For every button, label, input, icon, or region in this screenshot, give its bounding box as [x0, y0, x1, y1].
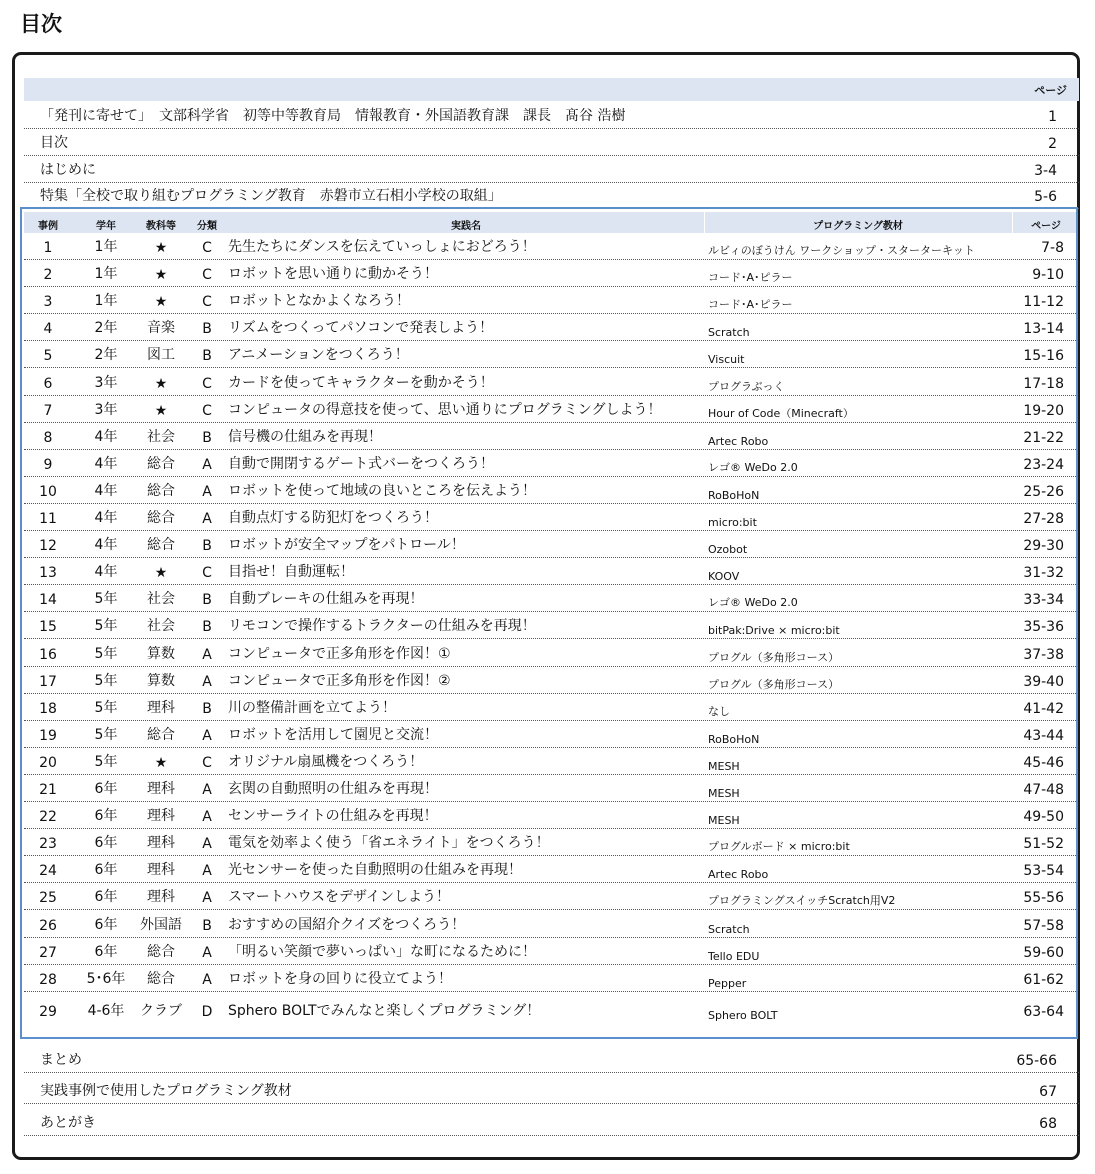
toc-row-label: 特集「全校で取り組むプログラミング教育 赤磐市立石相小学校の取組」 — [40, 188, 502, 204]
example-grade: 4年 — [94, 455, 118, 472]
example-row — [24, 369, 1076, 396]
example-row — [24, 585, 1076, 612]
example-title: 「明るい笑顔で夢いっぱい」な町になるために！ — [228, 943, 536, 960]
example-title: 自動点灯する防犯灯をつくろう！ — [228, 510, 438, 526]
example-page: 49-50 — [1023, 809, 1064, 826]
example-title: ロボットが安全マップをパトロール！ — [228, 537, 465, 554]
example-title: 電気を効率よく使う「省エネライト」をつくろう！ — [228, 835, 550, 852]
example-grade: 4年 — [94, 482, 118, 499]
dotted-leader — [24, 1135, 1079, 1136]
example-material: プログルボード × micro:bit — [708, 840, 850, 854]
example-grade: 1年 — [94, 239, 118, 255]
example-material: プログル（多角形コース） — [708, 650, 840, 664]
example-title: ロボットとなかよくなろう！ — [228, 293, 410, 310]
example-title: 玄関の自動照明の仕組みを再現！ — [228, 781, 438, 797]
example-number: 20 — [39, 754, 57, 771]
example-number: 12 — [39, 538, 57, 555]
example-category: A — [202, 483, 212, 500]
example-page: 59-60 — [1023, 944, 1064, 961]
example-page: 15-16 — [1023, 348, 1064, 365]
example-grade: 6年 — [94, 808, 118, 825]
example-row — [24, 341, 1076, 368]
example-grade: 6年 — [94, 781, 118, 797]
example-number: 24 — [39, 863, 57, 880]
example-title: リモコンで操作するトラクターの仕組みを再現！ — [228, 618, 536, 635]
example-row — [24, 775, 1076, 802]
example-category: C — [202, 375, 212, 392]
example-grade: 4年 — [94, 510, 118, 526]
toc-row-label: 目次 — [40, 135, 68, 151]
page-column-header — [24, 78, 1079, 101]
example-grade: 5年 — [94, 672, 118, 689]
example-material: Scratch — [708, 922, 750, 936]
example-subject: 理科 — [147, 889, 175, 906]
example-material: Tello EDU — [708, 949, 760, 963]
example-category: B — [202, 700, 212, 717]
example-title: アニメーションをつくろう！ — [228, 347, 409, 364]
col-grade: 学年 — [96, 221, 116, 232]
example-row — [24, 802, 1076, 829]
example-grade: 4年 — [94, 537, 118, 554]
example-page: 7-8 — [1041, 240, 1064, 256]
example-grade: 1年 — [94, 266, 118, 283]
example-number: 18 — [39, 700, 57, 717]
example-page: 43-44 — [1023, 727, 1064, 744]
example-subject: ★ — [154, 375, 168, 392]
example-row — [24, 314, 1076, 341]
toc-row-label: はじめに — [40, 162, 96, 178]
example-row — [24, 829, 1076, 856]
toc-row — [24, 157, 1079, 183]
toc-row — [24, 130, 1079, 156]
example-page: 33-34 — [1023, 592, 1064, 609]
example-title: ロボットを活用して園児と交流！ — [228, 726, 438, 743]
example-title: 光センサーを使った自動照明の仕組みを再現！ — [228, 862, 522, 879]
example-category: B — [202, 429, 212, 446]
col-subject: 教科等 — [146, 221, 176, 232]
example-grade: 2年 — [94, 320, 118, 337]
example-title: オリジナル扇風機をつくろう！ — [228, 753, 424, 770]
example-number: 4 — [43, 321, 53, 338]
example-page: 19-20 — [1023, 402, 1064, 419]
example-number: 29 — [39, 1003, 57, 1020]
example-subject: 社会 — [147, 618, 175, 635]
example-category: B — [202, 619, 212, 636]
example-row — [24, 531, 1076, 558]
example-material: RoBoHoN — [708, 732, 760, 746]
example-page: 63-64 — [1023, 1003, 1064, 1020]
example-page: 41-42 — [1023, 700, 1064, 717]
example-grade: 5年 — [94, 645, 118, 662]
toc-row-label: 実践事例で使用したプログラミング教材 — [40, 1083, 292, 1099]
example-title: おすすめの国紹介クイズをつくろう！ — [228, 916, 466, 933]
example-material: Viscuit — [708, 353, 745, 367]
example-material: なし — [708, 704, 730, 718]
example-grade: 5年 — [94, 753, 118, 770]
example-category: C — [202, 565, 212, 582]
example-row — [24, 450, 1076, 477]
example-category: A — [202, 890, 212, 907]
toc-row — [24, 1074, 1079, 1104]
example-number: 25 — [39, 890, 57, 907]
example-category: A — [202, 673, 212, 690]
example-grade: 3年 — [94, 374, 118, 391]
example-number: 10 — [39, 483, 57, 500]
example-row — [24, 423, 1076, 450]
example-row — [24, 694, 1076, 721]
example-material: MESH — [708, 759, 740, 773]
example-page: 53-54 — [1023, 863, 1064, 880]
example-material: Scratch — [708, 326, 750, 340]
example-category: A — [202, 809, 212, 826]
example-grade: 4年 — [94, 428, 118, 445]
col-page: ページ — [1031, 221, 1061, 232]
dotted-leader — [24, 128, 1079, 129]
example-subject: 社会 — [147, 591, 175, 608]
example-category: C — [202, 240, 212, 256]
example-material: bitPak:Drive × micro:bit — [708, 624, 840, 638]
example-number: 11 — [39, 511, 57, 527]
example-category: A — [202, 971, 212, 988]
example-subject: ★ — [154, 267, 168, 284]
example-number: 9 — [43, 456, 53, 473]
example-material: Artec Robo — [708, 868, 769, 882]
example-page: 25-26 — [1023, 483, 1064, 500]
example-title: ロボットを使って地域の良いところを伝えよう！ — [228, 482, 536, 499]
example-subject: 総合 — [147, 537, 175, 554]
example-row — [24, 640, 1076, 667]
example-category: D — [201, 1003, 213, 1020]
example-category: A — [202, 511, 212, 527]
toc-row-page: 68 — [1039, 1116, 1057, 1132]
toc-row-label: あとがき — [40, 1115, 96, 1131]
example-title: リズムをつくってパソコンで発表しよう！ — [228, 320, 494, 337]
example-category: A — [202, 782, 212, 798]
toc-row-label: 「発刊に寄せて」 文部科学省 初等中等教育局 情報教育・外国語教育課 課長 髙谷 浩樹 — [40, 108, 626, 124]
example-row — [24, 612, 1076, 639]
example-title: 自動で開閉するゲート式バーをつくろう！ — [228, 455, 494, 472]
toc-row-page: 2 — [1048, 136, 1057, 152]
example-subject: 理科 — [147, 699, 175, 716]
example-title: コンピュータで正多角形を作図！① — [228, 645, 451, 662]
example-subject: 図工 — [147, 347, 175, 364]
example-category: C — [202, 294, 212, 311]
example-subject: 算数 — [147, 672, 175, 689]
example-material: Hour of Code（Minecraft） — [708, 406, 854, 420]
example-row — [24, 938, 1076, 965]
example-subject: 算数 — [147, 645, 175, 662]
example-title: ロボットを思い通りに動かそう！ — [228, 266, 438, 283]
example-title: 川の整備計画を立てよう！ — [228, 699, 396, 716]
example-grade: 6年 — [94, 916, 118, 933]
example-subject: 理科 — [147, 862, 175, 879]
toc-row-page: 65-66 — [1016, 1053, 1057, 1069]
example-category: A — [202, 863, 212, 880]
example-number: 17 — [39, 673, 57, 690]
example-subject: クラブ — [140, 1002, 182, 1019]
example-subject: 理科 — [147, 835, 175, 852]
example-page: 23-24 — [1023, 456, 1064, 473]
example-page: 51-52 — [1023, 836, 1064, 853]
example-subject: 総合 — [147, 510, 175, 526]
example-grade: 5年 — [94, 591, 118, 608]
example-grade: 4年 — [94, 564, 118, 581]
example-page: 57-58 — [1023, 917, 1064, 934]
col-material: プログラミング教材 — [813, 221, 903, 232]
example-category: B — [202, 917, 212, 934]
example-material: Pepper — [708, 976, 747, 990]
example-number: 16 — [39, 646, 57, 663]
example-grade: 6年 — [94, 943, 118, 960]
example-category: A — [202, 944, 212, 961]
example-page: 55-56 — [1023, 890, 1064, 907]
example-row — [24, 721, 1076, 748]
example-grade: 3年 — [94, 401, 118, 418]
example-page: 27-28 — [1023, 511, 1064, 527]
example-title: カードを使ってキャラクターを動かそう！ — [228, 374, 494, 391]
example-title: 自動ブレーキの仕組みを再現！ — [228, 591, 424, 608]
example-material: プログラぶっく — [708, 379, 785, 393]
example-material: MESH — [708, 814, 740, 828]
example-grade: 6年 — [94, 889, 118, 906]
toc-row — [24, 1043, 1079, 1073]
example-subject: 外国語 — [140, 916, 182, 933]
example-number: 1 — [43, 240, 53, 256]
example-page: 37-38 — [1023, 646, 1064, 663]
example-category: A — [202, 456, 212, 473]
example-number: 2 — [43, 267, 53, 284]
example-number: 3 — [43, 294, 53, 311]
example-page: 29-30 — [1023, 538, 1064, 555]
example-material: KOOV — [708, 570, 740, 584]
toc-row-page: 1 — [1048, 109, 1057, 125]
example-row — [24, 504, 1076, 531]
example-row — [24, 856, 1076, 883]
example-material: コード･A･ピラー — [708, 271, 793, 285]
example-subject: 総合 — [147, 726, 175, 743]
example-subject: 総合 — [147, 482, 175, 499]
example-grade: 6年 — [94, 835, 118, 852]
example-grade: 5年 — [94, 699, 118, 716]
example-subject: 総合 — [147, 943, 175, 960]
example-subject: ★ — [154, 294, 168, 311]
example-row — [24, 396, 1076, 423]
example-subject: 理科 — [147, 808, 175, 825]
example-subject: 社会 — [147, 428, 175, 445]
example-subject: ★ — [154, 565, 168, 582]
example-row — [24, 911, 1076, 938]
example-number: 26 — [39, 917, 57, 934]
page-title: 目次 — [20, 12, 62, 36]
example-category: A — [202, 836, 212, 853]
example-number: 19 — [39, 727, 57, 744]
toc-row-page: 5-6 — [1034, 189, 1057, 205]
example-page: 13-14 — [1023, 321, 1064, 338]
example-number: 6 — [43, 375, 53, 392]
toc-row-page: 67 — [1039, 1084, 1057, 1100]
example-grade: 1年 — [94, 293, 118, 310]
toc-row-page: 3-4 — [1034, 163, 1057, 179]
example-subject: 理科 — [147, 781, 175, 797]
example-number: 28 — [39, 971, 57, 988]
example-material: Ozobot — [708, 543, 748, 557]
dotted-leader — [24, 1072, 1079, 1073]
examples-table-header — [24, 212, 1076, 233]
example-row — [24, 748, 1076, 775]
col-category: 分類 — [197, 221, 217, 232]
example-page: 9-10 — [1032, 267, 1064, 284]
example-grade: 5年 — [94, 726, 118, 743]
example-row — [24, 287, 1076, 314]
example-material: MESH — [708, 787, 740, 800]
example-number: 15 — [39, 619, 57, 636]
page-header-label: ページ — [1034, 84, 1067, 97]
example-page: 21-22 — [1023, 429, 1064, 446]
example-row — [24, 558, 1076, 585]
example-page: 39-40 — [1023, 673, 1064, 690]
example-material: コード･A･ピラー — [708, 298, 793, 312]
example-subject: ★ — [154, 754, 168, 771]
example-page: 47-48 — [1023, 782, 1064, 798]
example-category: B — [202, 321, 212, 338]
example-subject: 総合 — [147, 970, 175, 987]
example-title: コンピュータの得意技を使って、思い通りにプログラミングしよう！ — [228, 401, 662, 418]
example-number: 21 — [39, 782, 57, 798]
toc-row — [24, 1106, 1079, 1136]
example-material: ルビィのぼうけん ワークショップ・スターターキット — [708, 244, 975, 257]
example-row — [24, 477, 1076, 504]
example-number: 5 — [43, 348, 53, 365]
example-number: 7 — [43, 402, 53, 419]
example-category: B — [202, 348, 212, 365]
example-page: 35-36 — [1023, 619, 1064, 636]
example-material: プログラミングスイッチScratch用V2 — [708, 894, 896, 908]
example-number: 27 — [39, 944, 57, 961]
example-row — [24, 965, 1076, 992]
example-material: Artec Robo — [708, 434, 769, 448]
example-page: 17-18 — [1023, 375, 1064, 392]
example-row — [24, 233, 1076, 260]
example-material: プログル（多角形コース） — [708, 677, 840, 691]
example-category: B — [202, 592, 212, 609]
example-material: レゴ® WeDo 2.0 — [708, 460, 798, 474]
example-number: 14 — [39, 592, 57, 609]
example-title: 信号機の仕組みを再現！ — [228, 428, 382, 445]
example-category: A — [202, 646, 212, 663]
example-title: スマートハウスをデザインしよう！ — [228, 889, 451, 906]
example-title: 目指せ！自動運転！ — [228, 564, 354, 581]
example-grade: 2年 — [94, 347, 118, 364]
example-category: B — [202, 538, 212, 555]
example-category: A — [202, 727, 212, 744]
example-row — [24, 883, 1076, 910]
example-material: Sphero BOLT — [708, 1008, 778, 1022]
example-grade: 4-6年 — [87, 1002, 125, 1019]
toc-row — [24, 103, 1079, 129]
example-row — [24, 260, 1076, 287]
example-title: ロボットを身の回りに役立てよう！ — [228, 970, 452, 987]
example-grade: 5･6年 — [86, 970, 126, 987]
example-number: 13 — [39, 565, 57, 582]
example-material: RoBoHoN — [708, 488, 760, 502]
example-category: C — [202, 402, 212, 419]
example-subject: ★ — [154, 402, 168, 419]
example-subject: 総合 — [147, 455, 175, 472]
example-subject: ★ — [154, 240, 168, 256]
example-grade: 6年 — [94, 862, 118, 879]
example-page: 31-32 — [1023, 565, 1064, 582]
toc-row-label: まとめ — [40, 1052, 82, 1068]
example-number: 22 — [39, 809, 57, 826]
dotted-leader — [24, 1103, 1079, 1104]
dotted-leader — [24, 155, 1079, 156]
example-material: レゴ® WeDo 2.0 — [708, 596, 798, 610]
toc-row — [24, 183, 1079, 209]
col-no: 事例 — [38, 221, 58, 232]
example-page: 45-46 — [1023, 754, 1064, 771]
example-subject: 音楽 — [147, 320, 175, 337]
example-number: 8 — [43, 429, 53, 446]
example-number: 23 — [39, 836, 57, 853]
example-category: C — [202, 267, 212, 284]
example-title: Sphero BOLTでみんなと楽しくプログラミング！ — [228, 1002, 541, 1019]
example-category: C — [202, 754, 212, 771]
example-title: 先生たちにダンスを伝えていっしょにおどろう！ — [228, 239, 536, 255]
example-row — [24, 667, 1076, 694]
example-page: 61-62 — [1023, 971, 1064, 988]
example-row — [24, 992, 1076, 1024]
example-title: コンピュータで正多角形を作図！② — [228, 672, 451, 689]
col-title: 実践名 — [451, 221, 481, 232]
example-page: 11-12 — [1023, 294, 1064, 311]
example-material: micro:bit — [708, 516, 757, 529]
example-grade: 5年 — [94, 618, 118, 635]
example-title: センサーライトの仕組みを再現！ — [228, 808, 438, 825]
